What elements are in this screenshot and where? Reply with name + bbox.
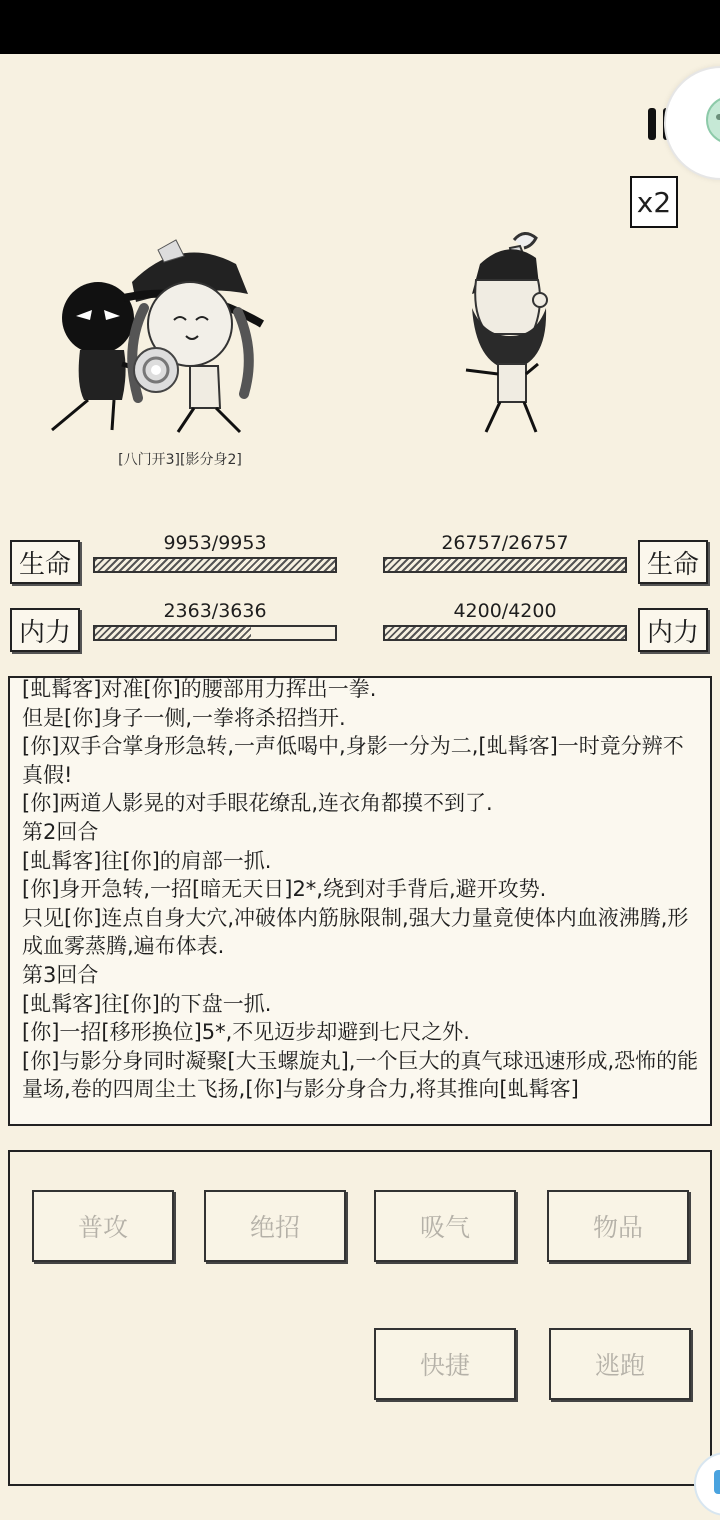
enemy-mp-bar [383, 625, 627, 641]
player-hp-fill [95, 559, 335, 571]
player-mp-fill [95, 627, 251, 639]
log-line: [你]两道人影晃的对手眼花缭乱,连衣角都摸不到了. [22, 791, 493, 816]
log-line: 但是[你]身子一侧,一拳将杀招挡开. [22, 705, 346, 730]
battle-log-lines [22, 676, 700, 1104]
attack-button[interactable]: 普攻 [32, 1190, 174, 1262]
items-button[interactable]: 物品 [547, 1190, 689, 1262]
log-line: [你]双手合掌身形急转,一声低喝中,身影一分为二,[虬髯客]一时竟分辨不真假! [22, 734, 684, 787]
enemy-mp-value: 4200/4200 [453, 600, 557, 622]
log-line: [你]一招[移形换位]5*,不见迈步却避到七尺之外. [22, 1020, 470, 1045]
enemy-hp-bar [383, 557, 627, 573]
log-line: 只见[你]连点自身大穴,冲破体内筋脉限制,强大力量竟使体内血液沸腾,形成血雾蒸腾,遍布体表. [22, 905, 689, 959]
log-line: [虬髯客]对准[你]的腰部用力挥出一拳. [22, 677, 377, 702]
enemy-hp-label: 生命 [638, 540, 708, 584]
player-character [124, 240, 262, 432]
log-line: [虬髯客]往[你]的下盘一抓. [22, 991, 272, 1016]
log-line: 第3回合 [22, 963, 99, 988]
flee-button[interactable]: 逃跑 [549, 1328, 691, 1400]
status-bar [0, 0, 720, 54]
enemy-hp-fill [385, 559, 625, 571]
speed-toggle-button[interactable]: x2 [630, 176, 678, 228]
player-hp-value: 9953/9953 [163, 532, 267, 554]
player-hp-label: 生命 [10, 540, 80, 584]
action-panel [8, 1150, 712, 1486]
quick-button[interactable]: 快捷 [374, 1328, 516, 1400]
player-mp-value: 2363/3636 [163, 600, 267, 622]
player-mp-bar [93, 625, 337, 641]
enemy-mp-label: 内力 [638, 608, 708, 652]
player-mp-label: 内力 [10, 608, 80, 652]
player-hp-bar [93, 557, 337, 573]
log-line: [你]与影分身同时凝聚[大玉螺旋丸],一个巨大的真气球迅速形成,恐怖的能量场,卷的四周尘土飞扬,[你]与影分身合力,将其推向[虬髯客] [22, 1048, 699, 1102]
battle-log[interactable] [8, 676, 712, 1126]
enemy-mp-fill [385, 627, 625, 639]
enemy-hp-value: 26757/26757 [441, 532, 569, 554]
breathe-button[interactable]: 吸气 [374, 1190, 516, 1262]
log-line: 第2回合 [22, 820, 99, 845]
log-line: [你]身开急转,一招[暗无天日]2*,绕到对手背后,避开攻势. [22, 877, 547, 902]
assistant-face-icon [706, 96, 720, 144]
enemy-character [466, 233, 547, 432]
log-line: [虬髯客]往[你]的肩部一抓. [22, 848, 272, 873]
battle-scene [40, 224, 580, 444]
floating-assistant-icon[interactable] [664, 66, 720, 180]
player-buff-list: [八门开3][影分身2] [118, 452, 242, 468]
ultimate-button[interactable]: 绝招 [204, 1190, 346, 1262]
